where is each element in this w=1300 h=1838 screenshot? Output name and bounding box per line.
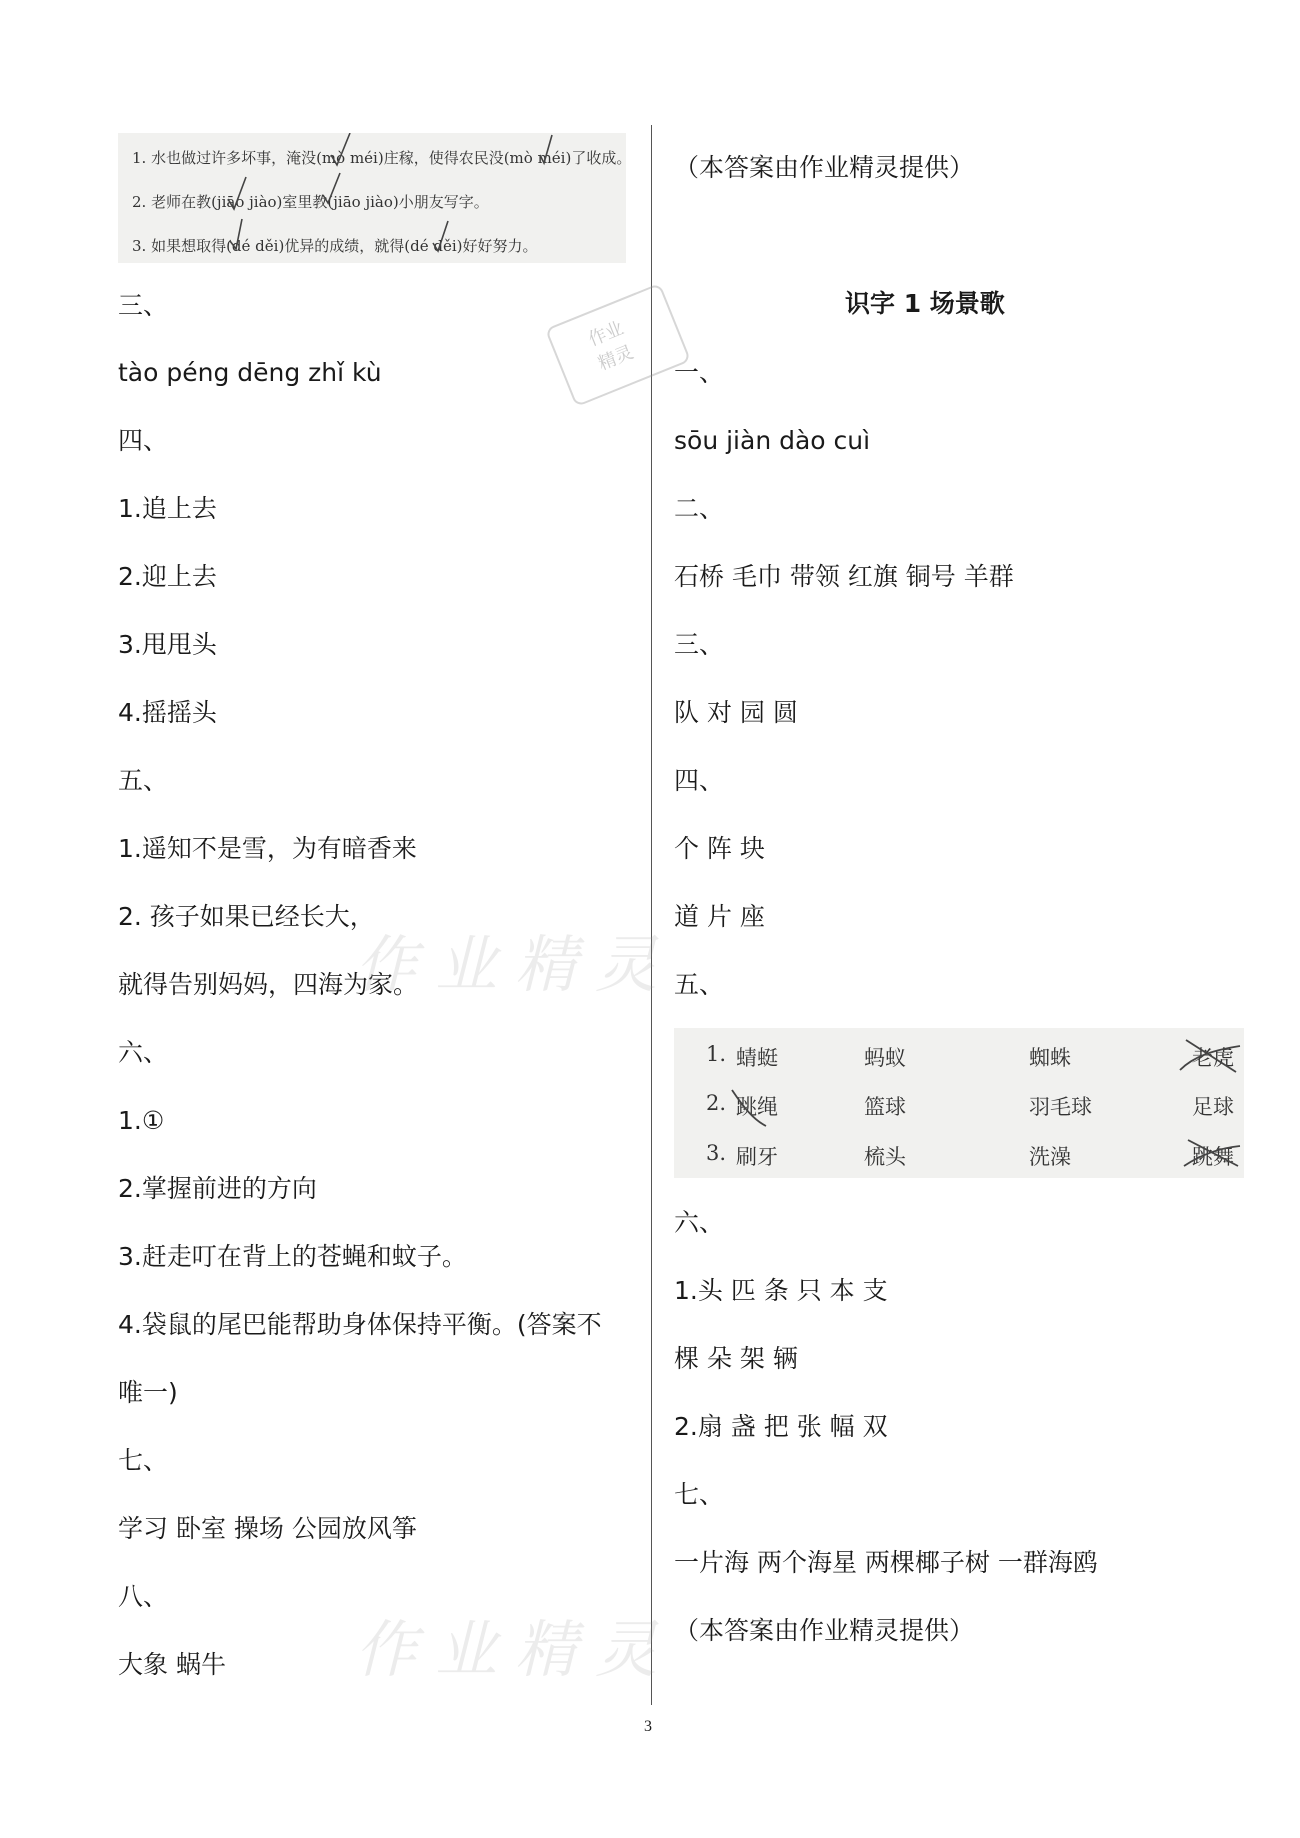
grid-cell: 足球 [1192,1095,1234,1119]
credit-top: （本答案由作业精灵提供） [674,153,975,182]
section-title: 识字 1 场景歌 [845,289,1005,318]
left-line: 4.摇摇头 [118,698,217,727]
stamp-text-top: 作业 [585,317,627,351]
scanned-exercise-image [118,133,632,263]
left-line: 1.① [118,1106,165,1135]
left-line: 八、 [118,1582,169,1611]
left-line: 2. 孩子如果已经长大， [118,902,375,931]
grid-cell: 篮球 [864,1095,906,1119]
right-line: 三、 [674,630,725,659]
stamp-text-bottom: 精灵 [595,341,637,375]
credit-bottom: （本答案由作业精灵提供） [674,1616,975,1645]
left-line: 学习 卧室 操场 公园放风筝 [118,1514,417,1543]
left-line: 六、 [118,1038,169,1067]
left-line: 唯一) [118,1378,178,1407]
grid-cell: 1. [706,1042,727,1066]
grid-cell: 蚂蚁 [864,1046,906,1070]
scan-row-2: 2. 老师在教(jiāo jiào)室里教(jiāo jiào)小朋友写字。 [132,193,489,211]
watermark-stamp-icon [541,279,695,411]
left-line: 3.赶走叮在背上的苍蝇和蚊子。 [118,1242,467,1271]
grid-cell: 羽毛球 [1029,1095,1092,1119]
right-line: 队 对 园 圆 [674,698,798,727]
watermark-text: 作业精灵 [355,1613,676,1686]
grid-cell: 蜻蜓 [736,1046,778,1070]
left-line: 1.追上去 [118,494,217,523]
left-line: 2.迎上去 [118,562,217,591]
grid-cell: 刷牙 [736,1145,778,1169]
left-line: 七、 [118,1446,169,1475]
checkmark-icons [118,133,626,263]
grid-cell: 老虎 [1192,1046,1234,1070]
right-line: 二、 [674,494,725,523]
right-line: 一片海 两个海星 两棵椰子树 一群海鸥 [674,1548,1098,1577]
right-line: 石桥 毛巾 带领 红旗 铜号 羊群 [674,562,1014,591]
scanned-word-grid [674,1028,1244,1178]
pinyin-answer: tào péng dēng zhǐ kù [118,358,382,387]
left-line: 3.甩甩头 [118,630,217,659]
left-line: 1.遥知不是雪，为有暗香来 [118,834,417,863]
right-line: 1.头 匹 条 只 本 支 [674,1276,888,1305]
right-line: 四、 [674,766,725,795]
left-line: 4.袋鼠的尾巴能帮助身体保持平衡。(答案不 [118,1310,602,1339]
grid-cell: 梳头 [864,1145,906,1169]
right-line: 五、 [674,970,725,999]
scan-row-3: 3. 如果想取得(dé děi)优异的成绩，就得(dé děi)好好努力。 [132,237,538,255]
right-line: 七、 [674,1480,725,1509]
watermark-text: 作业精灵 [355,928,676,1001]
scan-row-1: 1. 水也做过许多坏事，淹没(mò méi)庄稼，使得农民没(mò méi)了收成。 [132,149,632,167]
right-line: 棵 朵 架 辆 [674,1344,798,1373]
grid-cell: 洗澡 [1029,1145,1071,1169]
right-line: 2.扇 盏 把 张 幅 双 [674,1412,888,1441]
left-line: 大象 蜗牛 [118,1650,226,1679]
grid-cell: 跳绳 [736,1095,778,1119]
pinyin-answer: sōu jiàn dào cuì [674,426,871,455]
grid-cell: 2. [706,1091,727,1115]
right-line: 道 片 座 [674,902,765,931]
grid-cell: 蜘蛛 [1029,1046,1071,1070]
grid-cell: 跳舞 [1192,1145,1234,1169]
left-line: 三、 [118,291,169,320]
left-line: 2.掌握前进的方向 [118,1174,317,1203]
right-line: 个 阵 块 [674,834,765,863]
page-number: 3 [644,1718,652,1735]
left-line: 就得告别妈妈，四海为家。 [118,970,419,999]
right-line: 六、 [674,1208,725,1237]
right-line: 一、 [674,358,725,387]
left-line: 五、 [118,766,169,795]
grid-cell: 3. [706,1141,727,1165]
left-line: 四、 [118,426,169,455]
cross-out-marks-icon [674,1028,1244,1178]
